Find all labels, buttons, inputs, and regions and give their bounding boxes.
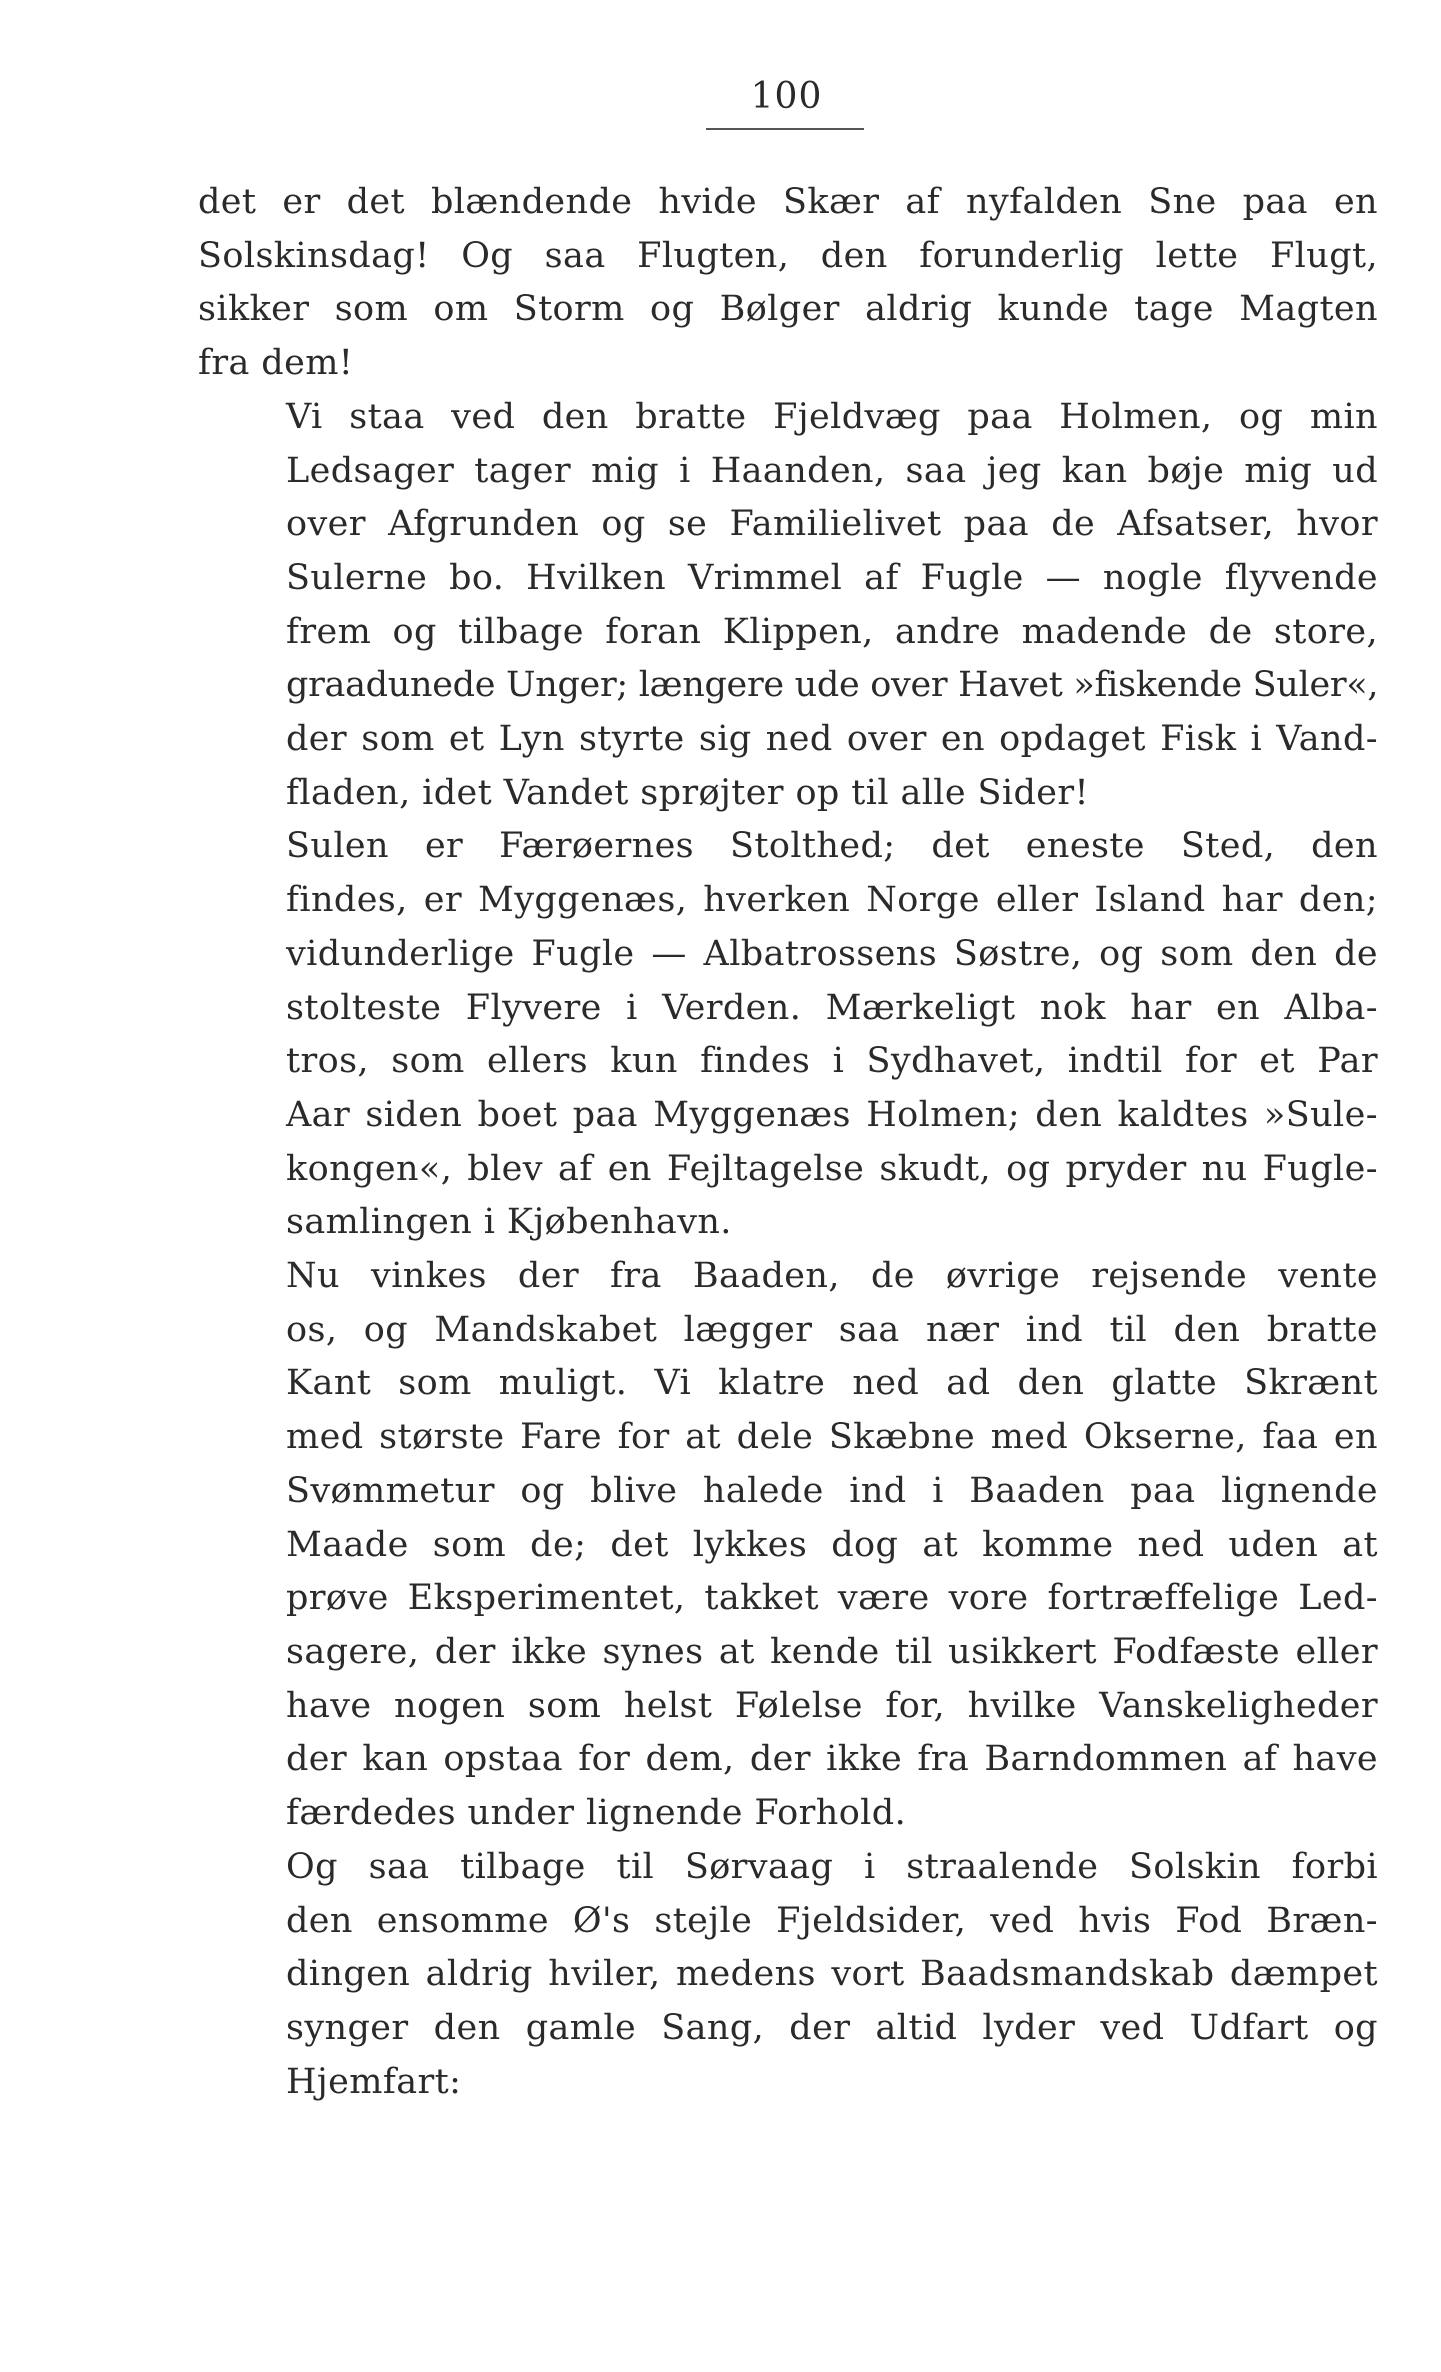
text-line: synger den gamle Sang, der altid lyder ved Udfart og — [286, 2007, 1378, 2048]
text-line: færdedes under lignende Forhold. — [286, 1793, 907, 1834]
text-line: tros, som ellers kun findes i Sydhavet, indtil for et Par — [286, 1041, 1378, 1082]
text-line: sagere, der ikke synes at kende til usikkert Fodfæste eller — [286, 1631, 1378, 1672]
text-line: vidunderlige Fugle — Albatrossens Søstre, og som den de — [286, 933, 1378, 974]
text-line: frem og tilbage foran Klippen, andre madende de store, — [286, 611, 1378, 652]
text-line: os, og Mandskabet lægger saa nær ind til den bratte — [286, 1309, 1378, 1350]
text-line: Hjemfart: — [286, 2061, 462, 2102]
text-line: kongen«, blev af en Fejltagelse skudt, og pryder nu Fugle- — [286, 1148, 1378, 1189]
paragraph — [198, 1250, 1378, 1841]
text-line: Sulerne bo. Hvilken Vrimmel af Fugle — nogle flyvende — [286, 557, 1378, 598]
page-number: 100 — [750, 76, 823, 117]
text-line: fra dem! — [198, 343, 354, 384]
text-line: stolteste Flyvere i Verden. Mærkeligt nok har en Alba- — [286, 987, 1378, 1028]
text-line: findes, er Myggenæs, hverken Norge eller Island har den; — [286, 880, 1378, 921]
text-line: Og saa tilbage til Sørvaag i straalende Solskin forbi — [286, 1846, 1378, 1887]
paragraph — [198, 176, 1378, 391]
text-line: dingen aldrig hviler, medens vort Baadsmandskab dæmpet — [286, 1954, 1378, 1995]
paragraph — [198, 391, 1378, 821]
text-line: samlingen i Kjøbenhavn. — [286, 1202, 732, 1243]
text-line: sikker som om Storm og Bølger aldrig kunde tage Magten — [198, 289, 1378, 330]
paragraph — [198, 1841, 1378, 2110]
text-line: have nogen som helst Følelse for, hvilke Vanskeligheder — [286, 1685, 1378, 1726]
text-line: der som et Lyn styrte sig ned over en opdaget Fisk i Vand- — [286, 719, 1378, 760]
text-line: med største Fare for at dele Skæbne med Okserne, faa en — [286, 1417, 1378, 1458]
body-text — [198, 176, 1378, 2109]
text-line: Sulen er Færøernes Stolthed; det eneste Sted, den — [286, 826, 1378, 867]
text-line: der kan opstaa for dem, der ikke fra Barndommen af have — [286, 1739, 1378, 1780]
text-line: over Afgrunden og se Familielivet paa de Afsatser, hvor — [286, 504, 1378, 545]
text-line: fladen, idet Vandet sprøjter op til alle Sider! — [286, 772, 1090, 813]
text-line: Solskinsdag! Og saa Flugten, den forunderlig lette Flugt, — [198, 235, 1378, 276]
text-line: Svømmetur og blive halede ind i Baaden paa lignende — [286, 1470, 1378, 1511]
text-line: Kant som muligt. Vi klatre ned ad den glatte Skrænt — [286, 1363, 1378, 1404]
text-line: Maade som de; det lykkes dog at komme ned uden at — [286, 1524, 1378, 1565]
text-line: Aar siden boet paa Myggenæs Holmen; den kaldtes »Sule- — [286, 1094, 1378, 1135]
text-line: den ensomme Ø's stejle Fjeldsider, ved hvis Fod Bræn- — [286, 1900, 1378, 1941]
text-line: graadunede Unger; længere ude over Havet »fiskende Suler«, — [286, 665, 1379, 706]
text-line: Nu vinkes der fra Baaden, de øvrige rejsende vente — [286, 1256, 1378, 1297]
text-line: Ledsager tager mig i Haanden, saa jeg kan bøje mig ud — [286, 450, 1378, 491]
text-line: prøve Eksperimentet, takket være vore fortræffelige Led- — [286, 1578, 1378, 1619]
text-line: Vi staa ved den bratte Fjeldvæg paa Holmen, og min — [286, 396, 1378, 437]
header-rule — [706, 128, 864, 130]
text-line: det er det blændende hvide Skær af nyfalden Sne paa en — [198, 182, 1378, 222]
paragraph — [198, 820, 1378, 1250]
